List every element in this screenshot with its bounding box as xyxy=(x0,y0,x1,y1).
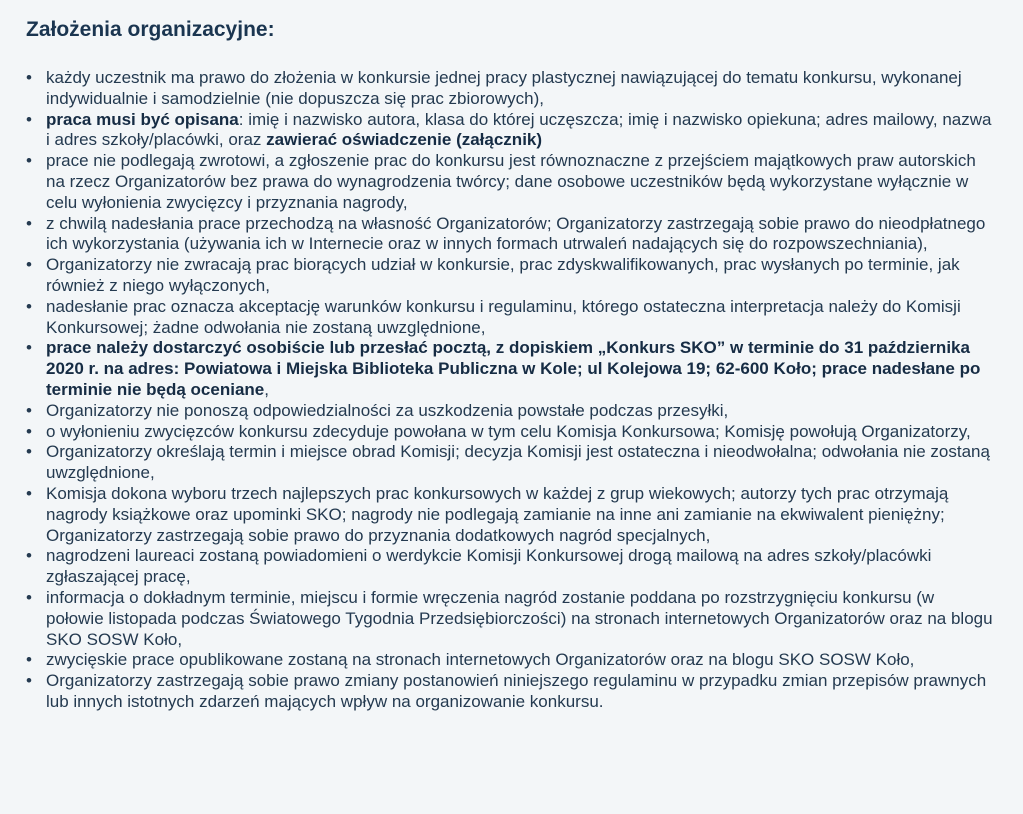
bullet-icon: • xyxy=(26,400,32,420)
rule-text: informacja o dokładnym terminie, miejscu i formie wręczenia nagród zostanie poddana po rozstrzygnięciu konkursu (w połowie listopada podczas Światowego Tygodnia Przedsiębiorczości) na stronach internetowych Organizatorów oraz na blogu SKO SOSW Koło, xyxy=(46,587,993,649)
bullet-icon: • xyxy=(26,546,32,566)
rule-item xyxy=(26,151,993,213)
bullet-icon: • xyxy=(26,338,32,358)
rule-text: , xyxy=(264,379,269,399)
bullet-icon: • xyxy=(26,68,32,87)
rule-text: zwycięskie prace opublikowane zostaną na stronach internetowych Organizatorów oraz na blogu SKO SOSW Koło, xyxy=(46,650,915,670)
rule-item xyxy=(26,255,993,297)
rule-text: : imię i nazwisko autora, klasa do której uczęszcza; imię i nazwisko opiekuna; adres mailowy, nazwa i adres szkoły/placówki, oraz xyxy=(46,109,992,150)
bullet-icon: • xyxy=(26,671,32,691)
rule-text: Organizatorzy nie ponoszą odpowiedzialności za uszkodzenia powstałe podczas przesyłki, xyxy=(46,400,729,420)
bullet-icon: • xyxy=(26,421,32,441)
rule-text: nadesłanie prac oznacza akceptację warunków konkursu i regulaminu, którego ostateczna interpretacja należy do Komisji Konkursowej; żadne odwołania nie zostaną uwzględnione, xyxy=(46,296,961,337)
rules-list xyxy=(26,68,993,713)
section-heading: Założenia organizacyjne: xyxy=(26,18,275,41)
rule-item xyxy=(26,442,993,484)
rule-item xyxy=(26,650,993,671)
bullet-icon: • xyxy=(26,483,32,503)
rule-text-bold: praca musi być opisana xyxy=(46,109,239,129)
rule-text: z chwilą nadesłania prace przechodzą na własność Organizatorów; Organizatorzy zastrzegają sobie prawo do nieodpłatnego ich wykorzystania (używania ich w Internecie oraz w innych formach utrwaleń nadających się do rozpowszechniania), xyxy=(46,213,986,254)
bullet-icon: • xyxy=(26,442,32,462)
bullet-icon: • xyxy=(26,650,32,670)
rule-item xyxy=(26,422,993,443)
rule-text: Organizatorzy określają termin i miejsce obrad Komisji; decyzja Komisji jest ostateczna i nieodwołalna; odwołania nie zostaną uwzględnione, xyxy=(46,442,990,483)
bullet-icon: • xyxy=(26,296,32,316)
rule-item xyxy=(26,297,993,339)
rule-item xyxy=(26,671,993,713)
bullet-icon: • xyxy=(26,213,32,233)
rule-text-bold: prace należy dostarczyć osobiście lub przesłać pocztą, z dopiskiem „Konkurs SKO” w terminie do 31 października 2020 r. na adres: Powiatowa i Miejska Biblioteka Publiczna w Kole; ul Kolejowa 19; 62-600 Koło; prace nadesłane po terminie nie będą oceniane xyxy=(46,338,981,399)
rule-item xyxy=(26,401,993,422)
rule-item xyxy=(26,546,993,588)
bullet-icon: • xyxy=(26,255,32,275)
rule-text: Organizatorzy zastrzegają sobie prawo zmiany postanowień niniejszego regulaminu w przypadku zmian przepisów prawnych lub innych istotnych zdarzeń mających wpływ na organizowanie konkursu. xyxy=(46,671,987,711)
rule-item xyxy=(26,588,993,650)
rule-item xyxy=(26,214,993,256)
rule-text: Komisja dokona wyboru trzech najlepszych prac konkursowych w każdej z grup wiekowych; autorzy tych prac otrzymają nagrody książkowe oraz upominki SKO; nagrody nie podlegają zamianie na inne ani zamianie na ekwiwalent pieniężny; Organizatorzy zastrzegają sobie prawo do przyznania dodatkowych nagród specjalnych, xyxy=(46,483,949,545)
bullet-icon: • xyxy=(26,109,32,129)
rule-text: Organizatorzy nie zwracają prac biorących udział w konkursie, prac zdyskwalifikowanych, prac wysłanych po terminie, jak również z niego wyłączonych, xyxy=(46,255,960,295)
rule-item xyxy=(26,484,993,546)
rule-text: prace nie podlegają zwrotowi, a zgłoszenie prac do konkursu jest równoznaczne z przejściem majątkowych praw autorskich na rzecz Organizatorów bez prawa do wynagrodzenia twórcy; dane osobowe uczestników będą wykorzystane wyłącznie w celu wyłonienia zwycięzcy i przyznania nagrody, xyxy=(46,151,976,212)
rule-text: o wyłonieniu zwycięzców konkursu zdecyduje powołana w tym celu Komisja Konkursowa; Komisję powołują Organizatorzy, xyxy=(46,421,971,441)
bullet-icon: • xyxy=(26,587,32,607)
rule-item xyxy=(26,110,993,152)
rule-item xyxy=(26,68,993,110)
rule-item xyxy=(26,338,993,400)
bullet-icon: • xyxy=(26,151,32,171)
rule-text-bold: zawierać oświadczenie (załącznik) xyxy=(266,130,543,150)
rule-text: każdy uczestnik ma prawo do złożenia w konkursie jednej pracy plastycznej nawiązującej do tematu konkursu, wykonanej indywidualnie i samodzielnie (nie dopuszcza się prac zbiorowych), xyxy=(46,68,962,108)
rule-text: nagrodzeni laureaci zostaną powiadomieni o werdykcie Komisji Konkursowej drogą mailową na adres szkoły/placówki zgłaszającej pracę, xyxy=(46,546,932,587)
